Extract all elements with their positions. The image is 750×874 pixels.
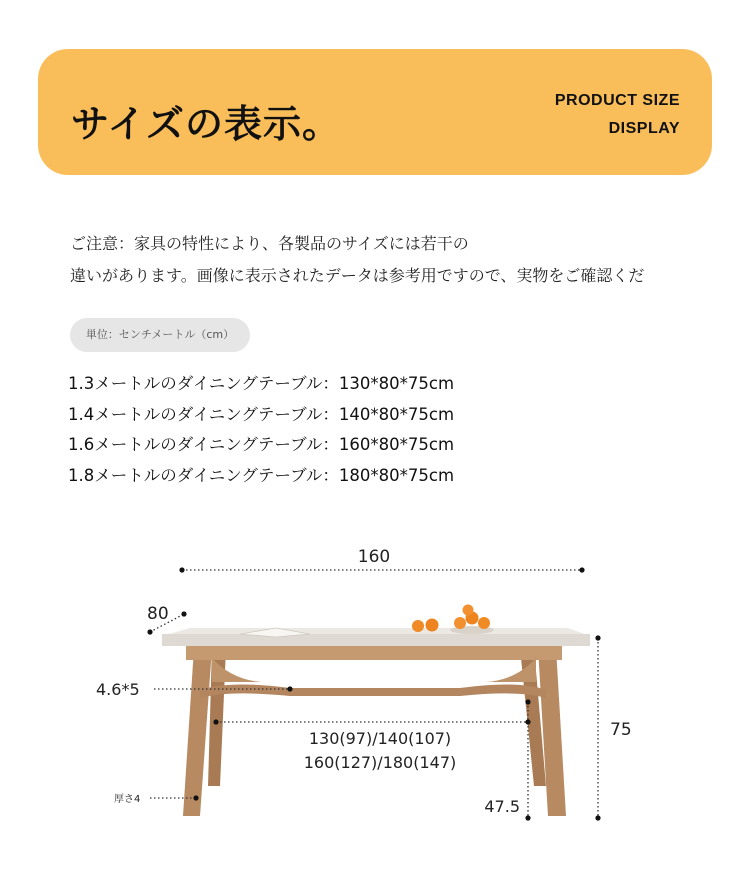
table-leg-front-left bbox=[183, 648, 212, 816]
unit-badge: 単位：センチメートル（cm） bbox=[70, 318, 250, 352]
dimension-dot bbox=[525, 719, 530, 724]
inner-label-line2: 160(127)/180(147) bbox=[303, 753, 457, 772]
inner-label-line1: 130(97)/140(107) bbox=[308, 729, 452, 748]
table-apron bbox=[186, 644, 562, 660]
dimension-dot bbox=[287, 686, 292, 691]
table-top-edge bbox=[162, 634, 590, 646]
dimension-dot bbox=[179, 567, 184, 572]
orange-icon bbox=[426, 619, 439, 632]
orange-icon bbox=[412, 620, 424, 632]
notice-text bbox=[70, 228, 750, 292]
banner-subtitle bbox=[555, 87, 680, 143]
orange-icon bbox=[463, 605, 474, 616]
dimension-dot bbox=[579, 567, 584, 572]
height-label: 75 bbox=[610, 720, 632, 740]
spec-item: 1.8メートルのダイニングテーブル：180*80*75cm bbox=[68, 465, 455, 485]
table-dimension-diagram bbox=[0, 530, 750, 874]
dimension-dot bbox=[147, 629, 152, 634]
length-label: 160 bbox=[357, 547, 391, 567]
spec-item: 1.3メートルのダイニングテーブル：130*80*75cm bbox=[68, 374, 455, 393]
dimension-dot bbox=[525, 699, 530, 704]
orange-icon bbox=[454, 617, 466, 629]
leg-clearance-label: 47.5 bbox=[484, 797, 520, 816]
banner-subtitle-line1: PRODUCT SIZE bbox=[554, 92, 680, 109]
thickness-label: 厚さ4 bbox=[114, 794, 141, 805]
dimension-dot bbox=[525, 815, 530, 820]
page-title: サイズの表示。 bbox=[71, 102, 341, 146]
table-illustration bbox=[162, 605, 590, 817]
spec-list bbox=[68, 369, 454, 491]
spec-item: 1.4メートルのダイニングテーブル：140*80*75cm bbox=[68, 404, 455, 424]
dimension-dot bbox=[193, 795, 198, 800]
notice-line1: ご注意：家具の特性により、各製品のサイズには若干の bbox=[70, 234, 469, 253]
beam-label: 4.6*5 bbox=[96, 680, 140, 699]
notice-line2: 違いがあります。画像に表示されたデータは参考用ですので、実物をご確認くだ bbox=[70, 266, 645, 285]
depth-label: 80 bbox=[147, 604, 169, 624]
dimension-dot bbox=[595, 815, 600, 820]
header-banner bbox=[38, 49, 712, 175]
table-leg-front-right bbox=[538, 648, 566, 816]
spec-item: 1.6メートルのダイニングテーブル：160*80*75cm bbox=[68, 435, 455, 454]
orange-icon bbox=[478, 617, 490, 629]
dimension-dot bbox=[213, 719, 218, 724]
dimension-dot bbox=[181, 611, 186, 616]
dimension-dot bbox=[595, 635, 600, 640]
banner-subtitle-line2: DISPLAY bbox=[608, 120, 680, 137]
table-stretcher bbox=[200, 684, 546, 698]
